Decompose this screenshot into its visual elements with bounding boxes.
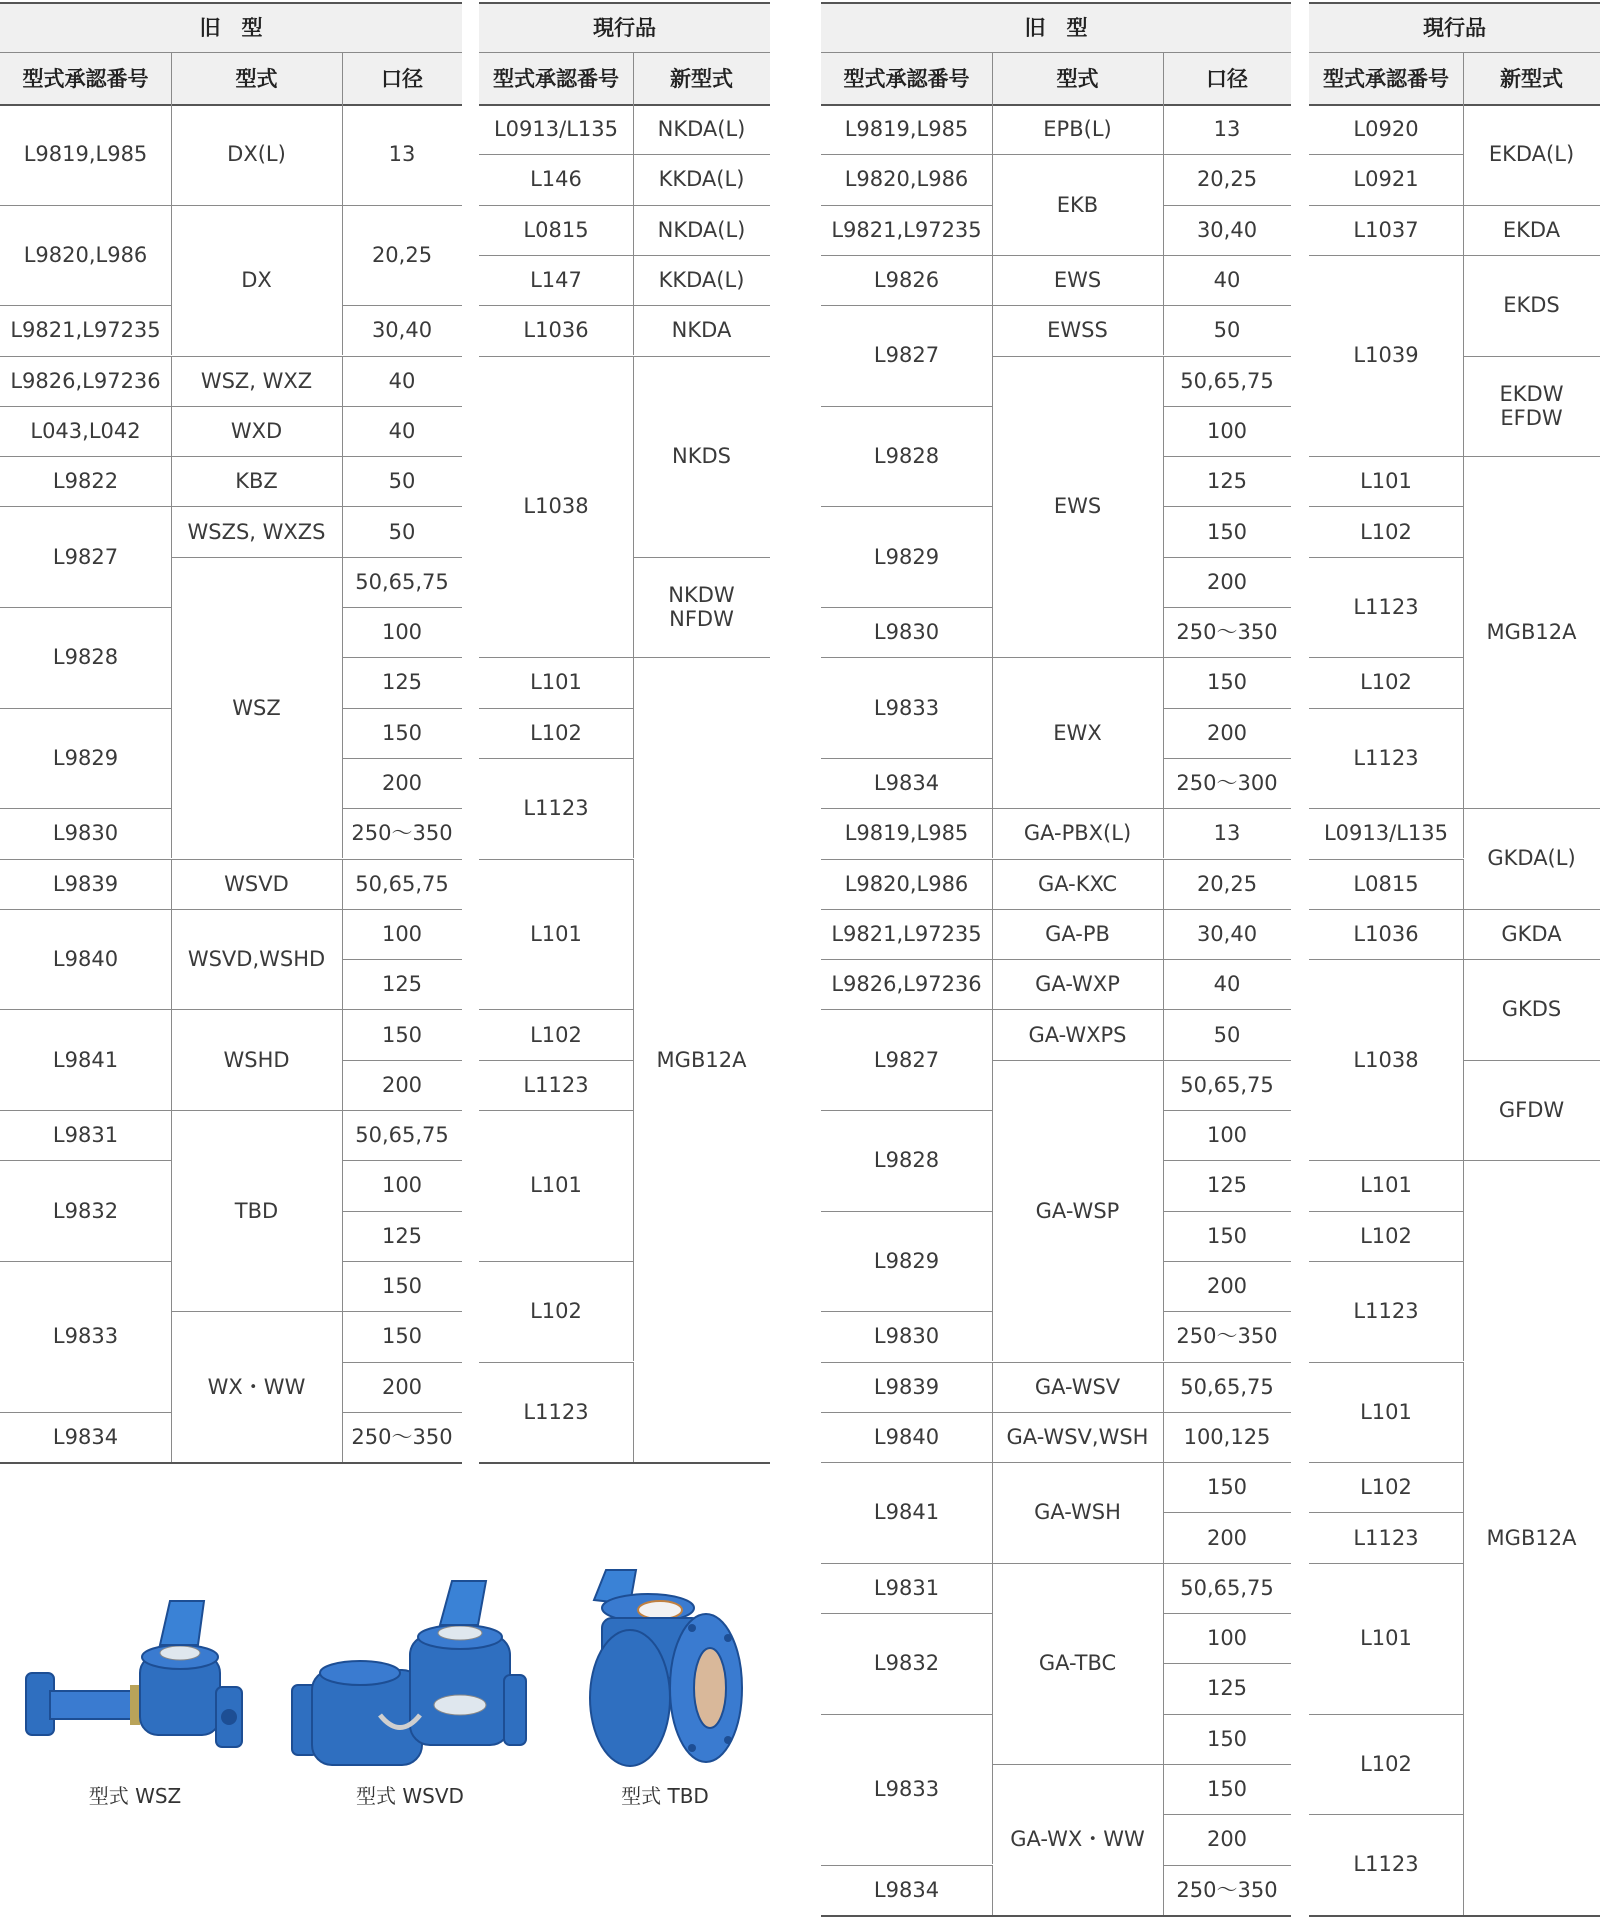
caption-wsz: 型式 WSZ (88, 1784, 182, 1808)
header-divider-old (821, 52, 1291, 53)
bore-cell: 150 (381, 1022, 423, 1047)
current-approval-cell: L101 (1360, 1399, 1412, 1424)
bore-cell: 50,65,75 (1180, 1575, 1274, 1600)
model-cell: WSZ (232, 695, 281, 720)
column-header-model: 型式 (992, 53, 1163, 104)
approval-cell: L9828 (873, 1148, 940, 1173)
current-approval-cell: L1123 (1353, 1525, 1419, 1550)
model-cell: WX・WW (207, 1374, 306, 1399)
caption-wsvd: 型式 WSVD (356, 1784, 464, 1808)
current-approval-cell: L0913/L135 (493, 117, 618, 142)
meter-photo-wsz (20, 1595, 252, 1775)
bore-cell: 125 (381, 972, 423, 997)
current-approval-cell: L146 (530, 167, 582, 192)
new-model-cell: GKDS (1501, 997, 1562, 1022)
approval-cell: L9833 (873, 695, 940, 720)
bore-cell: 150 (1206, 1726, 1248, 1751)
approval-cell: L9819,L985 (844, 117, 969, 142)
approval-cell: L9830 (52, 821, 119, 846)
bore-cell: 250〜350 (351, 821, 453, 846)
approval-cell: L9819,L985 (844, 821, 969, 846)
approval-cell: L9831 (873, 1575, 940, 1600)
header-old-type: 旧 型 (0, 2, 462, 52)
caption-tbd: 型式 TBD (621, 1784, 709, 1808)
new-model-cell: MGB12A (656, 1047, 747, 1072)
bore-cell: 50 (388, 519, 416, 544)
model-cell: EKB (1056, 192, 1099, 217)
bore-cell: 100 (381, 1173, 423, 1198)
model-cell: DX (241, 268, 272, 293)
current-approval-cell: L102 (1360, 670, 1412, 695)
bore-cell: 13 (388, 142, 416, 167)
header-current-product: 現行品 (479, 2, 770, 52)
bore-cell: 100 (381, 921, 423, 946)
bore-cell: 40 (1213, 972, 1241, 997)
new-model-cell: NKDA (671, 318, 732, 343)
current-approval-cell: L1123 (523, 1399, 589, 1424)
bore-cell: 125 (381, 670, 423, 695)
new-model-cell: GKDA (1501, 921, 1562, 946)
bore-cell: 50,65,75 (1180, 1374, 1274, 1399)
model-cell: EWS (1053, 268, 1102, 293)
model-cell: GA-PBX(L) (1023, 821, 1132, 846)
approval-cell: L9840 (52, 947, 119, 972)
header-vline-4 (633, 53, 634, 104)
model-cell: GA-KXC (1037, 871, 1118, 896)
approval-cell: L9821,L97235 (831, 921, 982, 946)
model-cell: EPB(L) (1043, 117, 1112, 142)
bore-cell: 150 (381, 720, 423, 745)
meter-photo-tbd (588, 1568, 748, 1773)
model-cell: GA-WSP (1035, 1198, 1120, 1223)
approval-cell: L9829 (873, 544, 940, 569)
meter-photo-wsvd (290, 1575, 530, 1780)
approval-cell: L9821,L97235 (831, 217, 982, 242)
model-cell: WXD (230, 418, 283, 443)
bore-cell: 100 (1206, 1626, 1248, 1651)
current-approval-cell: L101 (530, 670, 582, 695)
bore-cell: 125 (1206, 469, 1248, 494)
bore-cell: 150 (381, 1324, 423, 1349)
bore-cell: 20,25 (1196, 871, 1258, 896)
new-model-cell: NKDA(L) (657, 117, 746, 142)
bore-cell: 200 (1206, 720, 1248, 745)
bore-cell: 125 (1206, 1173, 1248, 1198)
approval-cell: L9834 (873, 771, 940, 796)
approval-cell: L9828 (873, 444, 940, 469)
current-approval-cell: L102 (530, 1299, 582, 1324)
bore-cell: 200 (381, 1072, 423, 1097)
column-header-approval-number: 型式承認番号 (0, 53, 171, 104)
bore-cell: 100,125 (1183, 1424, 1271, 1449)
bore-cell: 200 (1206, 1525, 1248, 1550)
current-approval-cell: L1123 (1353, 594, 1419, 619)
approval-cell: L9841 (873, 1500, 940, 1525)
approval-cell: L9833 (873, 1777, 940, 1802)
new-model-cell: GFDW (1498, 1097, 1565, 1122)
current-approval-cell: L102 (1360, 1475, 1412, 1500)
new-model-cell: NKDS (672, 444, 731, 469)
bore-cell: 30,40 (1196, 921, 1258, 946)
bore-cell: 200 (381, 771, 423, 796)
model-cell: GA-PB (1045, 921, 1110, 946)
approval-cell: L043,L042 (30, 418, 141, 443)
current-approval-cell: L102 (1360, 1751, 1412, 1776)
current-approval-cell: L0815 (1353, 871, 1419, 896)
bore-cell: 40 (388, 418, 416, 443)
approval-cell: L9826,L97236 (10, 368, 161, 393)
approval-cell: L9822 (52, 469, 119, 494)
approval-cell: L9820,L986 (23, 242, 148, 267)
model-cell: WSHD (223, 1047, 290, 1072)
approval-cell: L9833 (52, 1324, 119, 1349)
current-approval-cell: L1123 (523, 796, 589, 821)
bore-cell: 50,65,75 (355, 1123, 449, 1148)
current-approval-cell: L1036 (523, 318, 589, 343)
table-bottom-current (479, 1462, 770, 1464)
approval-cell: L9831 (52, 1123, 119, 1148)
bore-cell: 50,65,75 (1180, 1072, 1274, 1097)
model-cell: WSVD,WSHD (187, 947, 326, 972)
bore-cell: 150 (1206, 519, 1248, 544)
model-cell: GA-WSV (1034, 1374, 1121, 1399)
model-cell: KBZ (235, 469, 278, 494)
new-model-cell: KKDA(L) (658, 167, 745, 192)
table-bottom-old (0, 1462, 462, 1464)
bore-cell: 50 (1213, 1022, 1241, 1047)
table-bottom-current (1309, 1915, 1600, 1917)
column-header-model: 型式 (171, 53, 342, 104)
current-approval-cell: L1039 (1353, 343, 1419, 368)
model-cell: WSZ, WXZ (200, 368, 313, 393)
model-cell: GA-WX・WW (1010, 1827, 1145, 1852)
new-model-cell: GKDA(L) (1487, 846, 1576, 871)
current-approval-cell: L102 (530, 1022, 582, 1047)
approval-cell: L9839 (873, 1374, 940, 1399)
current-approval-cell: L1123 (1353, 745, 1419, 770)
table-bottom-old (821, 1915, 1291, 1917)
header-divider-current (1309, 52, 1600, 53)
new-model-cell: EKDW EFDW (1499, 381, 1564, 430)
approval-cell: L9841 (52, 1047, 119, 1072)
bore-cell: 100 (1206, 418, 1248, 443)
bore-cell: 150 (1206, 1475, 1248, 1500)
approval-cell: L9827 (873, 1047, 940, 1072)
approval-cell: L9832 (873, 1651, 940, 1676)
bore-cell: 250〜300 (1176, 771, 1278, 796)
new-model-cell: EKDA(L) (1488, 142, 1575, 167)
bore-cell: 150 (1206, 670, 1248, 695)
bore-cell: 20,25 (1196, 167, 1258, 192)
bore-cell: 40 (1213, 268, 1241, 293)
bore-cell: 250〜350 (1176, 1877, 1278, 1902)
column-header-current-approval: 型式承認番号 (1309, 53, 1463, 104)
bore-cell: 50,65,75 (355, 569, 449, 594)
new-model-cell: NKDA(L) (657, 217, 746, 242)
approval-cell: L9819,L985 (23, 142, 148, 167)
current-approval-cell: L102 (1360, 1223, 1412, 1248)
model-cell: GA-WXP (1035, 972, 1120, 997)
new-model-cell: MGB12A (1486, 620, 1577, 645)
current-approval-cell: L101 (530, 921, 582, 946)
model-cell: WSVD (224, 871, 289, 896)
header-divider-current (479, 52, 770, 53)
current-approval-cell: L101 (1360, 1173, 1412, 1198)
bore-cell: 125 (381, 1223, 423, 1248)
header-vline-4 (1463, 53, 1464, 104)
approval-cell: L9820,L986 (844, 871, 969, 896)
model-cell: GA-TBC (1038, 1651, 1117, 1676)
bore-cell: 50,65,75 (1180, 368, 1274, 393)
approval-cell: L9820,L986 (844, 167, 969, 192)
current-approval-cell: L1038 (523, 494, 589, 519)
header-divider-old (0, 52, 462, 53)
approval-cell: L9840 (873, 1424, 940, 1449)
bore-cell: 20,25 (371, 242, 433, 267)
bore-cell: 50,65,75 (355, 871, 449, 896)
bore-cell: 200 (1206, 569, 1248, 594)
new-model-cell: EKDA (1502, 217, 1561, 242)
current-approval-cell: L1123 (1353, 1299, 1419, 1324)
approval-cell: L9830 (873, 1324, 940, 1349)
column-header-approval-number: 型式承認番号 (821, 53, 992, 104)
model-cell: TBD (234, 1198, 279, 1223)
bore-cell: 250〜350 (1176, 620, 1278, 645)
bore-cell: 13 (1213, 821, 1241, 846)
bore-cell: 30,40 (1196, 217, 1258, 242)
approval-cell: L9830 (873, 620, 940, 645)
column-header-current-approval: 型式承認番号 (479, 53, 633, 104)
model-cell: GA-WXPS (1028, 1022, 1127, 1047)
approval-cell: L9827 (52, 544, 119, 569)
approval-cell: L9828 (52, 645, 119, 670)
approval-cell: L9827 (873, 343, 940, 368)
bore-cell: 150 (1206, 1223, 1248, 1248)
model-cell: GA-WSH (1034, 1500, 1121, 1525)
approval-cell: L9834 (873, 1877, 940, 1902)
current-approval-cell: L1038 (1353, 1047, 1419, 1072)
column-header-new-model: 新型式 (1463, 53, 1600, 104)
bore-cell: 13 (1213, 117, 1241, 142)
bore-cell: 200 (381, 1374, 423, 1399)
approval-cell: L9821,L97235 (10, 318, 161, 343)
current-approval-cell: L0921 (1353, 167, 1419, 192)
header-vline-1 (171, 53, 172, 104)
current-approval-cell: L102 (1360, 519, 1412, 544)
new-model-cell: EKDS (1503, 293, 1560, 318)
column-header-new-model: 新型式 (633, 53, 770, 104)
column-header-bore: 口径 (342, 53, 462, 104)
model-cell: DX(L) (227, 142, 286, 167)
current-approval-cell: L147 (530, 268, 582, 293)
new-model-cell: KKDA(L) (658, 268, 745, 293)
approval-cell: L9829 (52, 745, 119, 770)
current-approval-cell: L1123 (1353, 1852, 1419, 1877)
header-old-type: 旧 型 (821, 2, 1291, 52)
model-cell: EWSS (1047, 318, 1108, 343)
bore-cell: 50 (1213, 318, 1241, 343)
current-approval-cell: L0920 (1353, 117, 1419, 142)
current-approval-cell: L101 (1360, 469, 1412, 494)
header-vline-2 (342, 53, 343, 104)
current-approval-cell: L1123 (523, 1072, 589, 1097)
approval-cell: L9829 (873, 1248, 940, 1273)
current-approval-cell: L101 (1360, 1626, 1412, 1651)
approval-cell: L9826 (873, 268, 940, 293)
new-model-cell: NKDW NFDW (668, 582, 735, 631)
header-vline-1 (992, 53, 993, 104)
approval-cell: L9832 (52, 1198, 119, 1223)
bore-cell: 50 (388, 469, 416, 494)
model-cell: GA-WSV,WSH (1006, 1424, 1149, 1449)
model-cell: EWS (1053, 494, 1102, 519)
current-approval-cell: L1037 (1353, 217, 1419, 242)
bore-cell: 200 (1206, 1827, 1248, 1852)
column-header-bore: 口径 (1163, 53, 1291, 104)
bore-cell: 30,40 (371, 318, 433, 343)
approval-cell: L9839 (52, 871, 119, 896)
approval-cell: L9834 (52, 1424, 119, 1449)
new-model-cell: MGB12A (1486, 1525, 1577, 1550)
bore-cell: 150 (381, 1274, 423, 1299)
bore-cell: 40 (388, 368, 416, 393)
model-cell: WSZS, WXZS (187, 519, 326, 544)
bore-cell: 125 (1206, 1676, 1248, 1701)
header-vline-2 (1163, 53, 1164, 104)
bore-cell: 150 (1206, 1777, 1248, 1802)
bore-cell: 200 (1206, 1274, 1248, 1299)
bore-cell: 250〜350 (1176, 1324, 1278, 1349)
current-approval-cell: L101 (530, 1173, 582, 1198)
current-approval-cell: L0815 (523, 217, 589, 242)
bore-cell: 250〜350 (351, 1424, 453, 1449)
current-approval-cell: L0913/L135 (1323, 821, 1448, 846)
bore-cell: 100 (381, 620, 423, 645)
approval-cell: L9826,L97236 (831, 972, 982, 997)
header-current-product: 現行品 (1309, 2, 1600, 52)
current-approval-cell: L102 (530, 720, 582, 745)
current-approval-cell: L1036 (1353, 921, 1419, 946)
model-cell: EWX (1053, 720, 1102, 745)
bore-cell: 100 (1206, 1123, 1248, 1148)
